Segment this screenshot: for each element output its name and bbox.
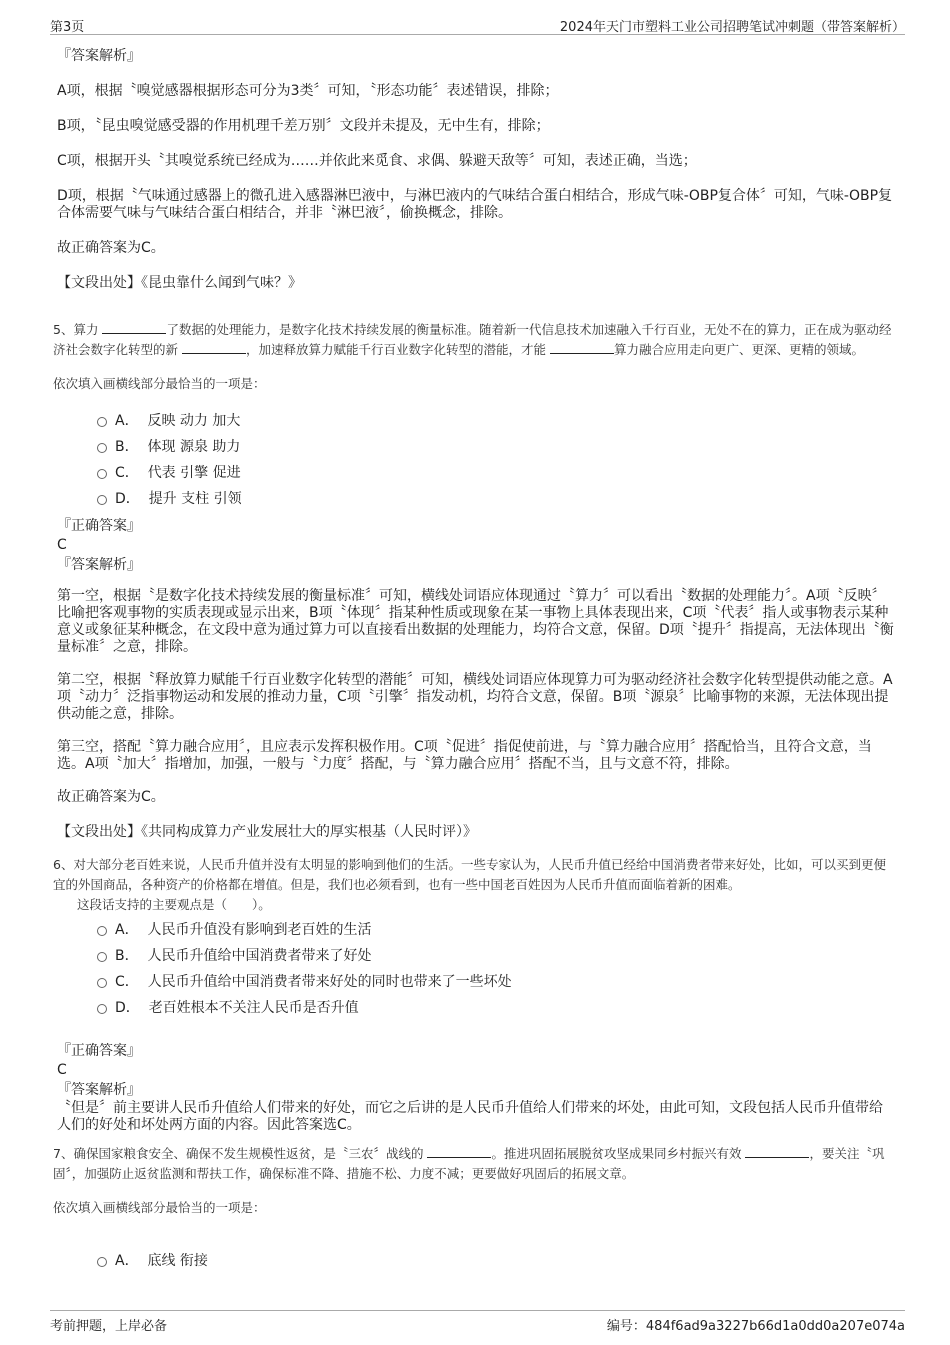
q6-option-d[interactable]: D． 老百姓根本不关注人民币是否升值: [57, 995, 895, 1021]
document-title: 2024年天门市塑料工业公司招聘笔试冲刺题（带答案解析）: [559, 20, 905, 35]
radio-icon[interactable]: [97, 952, 107, 962]
q6-option-a[interactable]: A． 人民币升值没有影响到老百姓的生活: [57, 917, 895, 943]
q5-options: [57, 408, 895, 512]
blank-3: [550, 341, 614, 354]
q6-answer-label: 『正确答案』: [57, 1043, 141, 1059]
q6-answer: C: [57, 1062, 67, 1078]
radio-icon[interactable]: [97, 495, 107, 505]
footer-slogan: 考前押题，上岸必备: [50, 1319, 168, 1334]
radio-icon[interactable]: [97, 443, 107, 453]
page-footer: [50, 1310, 905, 1335]
q4-analysis-label: 『答案解析』: [57, 48, 141, 64]
page-content: [53, 44, 895, 1274]
radio-icon[interactable]: [97, 1004, 107, 1014]
q4-source: 【文段出处】《昆虫靠什么闻到气味？》: [57, 275, 302, 291]
q7-options: [57, 1248, 895, 1274]
q4-analysis-d: D项，根据〝气味通过感器上的微孔进入感器淋巴液中，与淋巴液内的气味结合蛋白相结合，形成气味-OBP复合体〞可知，气味-OBP复合体需要气味与气味结合蛋白相结合，并非〝淋巴液〞，偷换概念，排除。: [57, 188, 893, 221]
radio-icon[interactable]: [97, 926, 107, 936]
q5-conclusion: 故正确答案为C。: [57, 789, 165, 805]
document-code: 编号：484f6ad9a3227b66d1a0dd0a207e074a: [606, 1319, 905, 1334]
q4-analysis-c: C项，根据开头〝其嗅觉系统已经成为……并依此来觅食、求偶、躲避天敌等〞可知，表述正确，当选；: [57, 153, 697, 169]
q5-stem: 5、算力 了数据的处理能力，是数字化技术持续发展的衡量标准。随着新一代信息技术加速融入千行百业，无处不在的算力，正在成为驱动经济社会数字化转型的新 ，加速释放算力赋能千行百业数字化转型的潜能，才能 算力融合应用走向更广、更深、更精的领域。: [53, 322, 892, 357]
page-header: [50, 14, 905, 35]
q6-stem: 6、对大部分老百姓来说，人民币升值并没有太明显的影响到他们的生活。一些专家认为，人民币升值已经给中国消费者带来好处，比如，可以买到更便宜的外国商品，各种资产的价格都在增值。但是，我们也必须看到，也有一些中国老百姓因为人民币升值而面临着新的困难。: [53, 857, 886, 892]
q6-analysis-label: 『答案解析』: [57, 1082, 141, 1098]
radio-icon[interactable]: [97, 978, 107, 988]
q5-answer-label: 『正确答案』: [57, 518, 141, 534]
q7-stem: 7、确保国家粮食安全、确保不发生规模性返贫，是〝三农〞战线的 。推进巩固拓展脱贫攻坚成果同乡村振兴有效 ，要关注〝巩固〞，加强防止返贫监测和帮扶工作，确保标准不降、措施不松、力度不减；更要做好巩固后的拓展文章。: [53, 1146, 885, 1181]
q4-analysis-a: A项，根据〝嗅觉感器根据形态可分为3类〞可知，〝形态功能〞表述错误，排除；: [57, 83, 559, 99]
q5-option-c[interactable]: C． 代表 引擎 促进: [57, 460, 895, 486]
q6-options: [57, 917, 895, 1021]
q4-conclusion: 故正确答案为C。: [57, 240, 165, 256]
q7-prompt: 依次填入画横线部分最恰当的一项是：: [53, 1200, 266, 1215]
q6-analysis: 〝但是〞前主要讲人民币升值给人们带来的好处，而它之后讲的是人民币升值给人们带来的坏处，由此可知，文段包括人民币升值带给人们的好处和坏处两方面的内容。因此答案选C。: [57, 1100, 883, 1133]
blank-2: [745, 1145, 809, 1158]
q5-option-a[interactable]: A． 反映 动力 加大: [57, 408, 895, 434]
blank-1: [427, 1145, 491, 1158]
q5-analysis-2: 第二空，根据〝释放算力赋能千行百业数字化转型的潜能〞可知，横线处词语应体现算力可为驱动经济社会数字化转型提供动能之意。A项〝动力〞泛指事物运动和发展的推动力量，C项〝引擎〞指发动机，均符合文意，保留。B项〝源泉〞比喻事物的来源，无法体现出提供动能之意，排除。: [57, 672, 893, 722]
q5-source: 【文段出处】《共同构成算力产业发展壮大的厚实根基（人民时评）》: [57, 824, 477, 840]
q5-analysis-label: 『答案解析』: [57, 557, 141, 573]
q6-option-c[interactable]: C． 人民币升值给中国消费者带来好处的同时也带来了一些坏处: [57, 969, 895, 995]
q5-option-d[interactable]: D． 提升 支柱 引领: [57, 486, 895, 512]
q5-analysis-1: 第一空，根据〝是数字化技术持续发展的衡量标准〞可知，横线处词语应体现通过〝算力〞可以看出〝数据的处理能力〞。A项〝反映〞比喻把客观事物的实质表现或显示出来，B项〝体现〞指某种性质或现象在某一事物上具体表现出来，C项〝代表〞指人或事物表示某种意义或象征某种概念，在文段中意为通过算力可以直接看出数据的处理能力，均符合文意，保留。D项〝提升〞指提高，无法体现出〝衡量标准〞之意，排除。: [57, 588, 894, 655]
radio-icon[interactable]: [97, 469, 107, 479]
q5-prompt: 依次填入画横线部分最恰当的一项是：: [53, 376, 266, 391]
q4-analysis-b: B项，〝昆虫嗅觉感受器的作用机理千差万别〞文段并未提及，无中生有，排除；: [57, 118, 550, 134]
page-number: 第3页: [50, 20, 85, 35]
radio-icon[interactable]: [97, 1257, 107, 1267]
radio-icon[interactable]: [97, 417, 107, 427]
q7-option-a[interactable]: A． 底线 衔接: [57, 1248, 895, 1274]
q6-prompt: 这段话支持的主要观点是（ ）。: [77, 897, 271, 912]
q5-analysis-3: 第三空，搭配〝算力融合应用〞，且应表示发挥积极作用。C项〝促进〞指促使前进，与〝算力融合应用〞搭配恰当，且符合文意，当选。A项〝加大〞指增加，加强，一般与〝力度〞搭配，与〝算力融合应用〞搭配不当，且与文意不符，排除。: [57, 739, 872, 772]
q5-option-b[interactable]: B． 体现 源泉 助力: [57, 434, 895, 460]
q6-option-b[interactable]: B． 人民币升值给中国消费者带来了好处: [57, 943, 895, 969]
blank-1: [102, 321, 166, 334]
q5-answer: C: [57, 537, 67, 553]
blank-2: [182, 341, 246, 354]
